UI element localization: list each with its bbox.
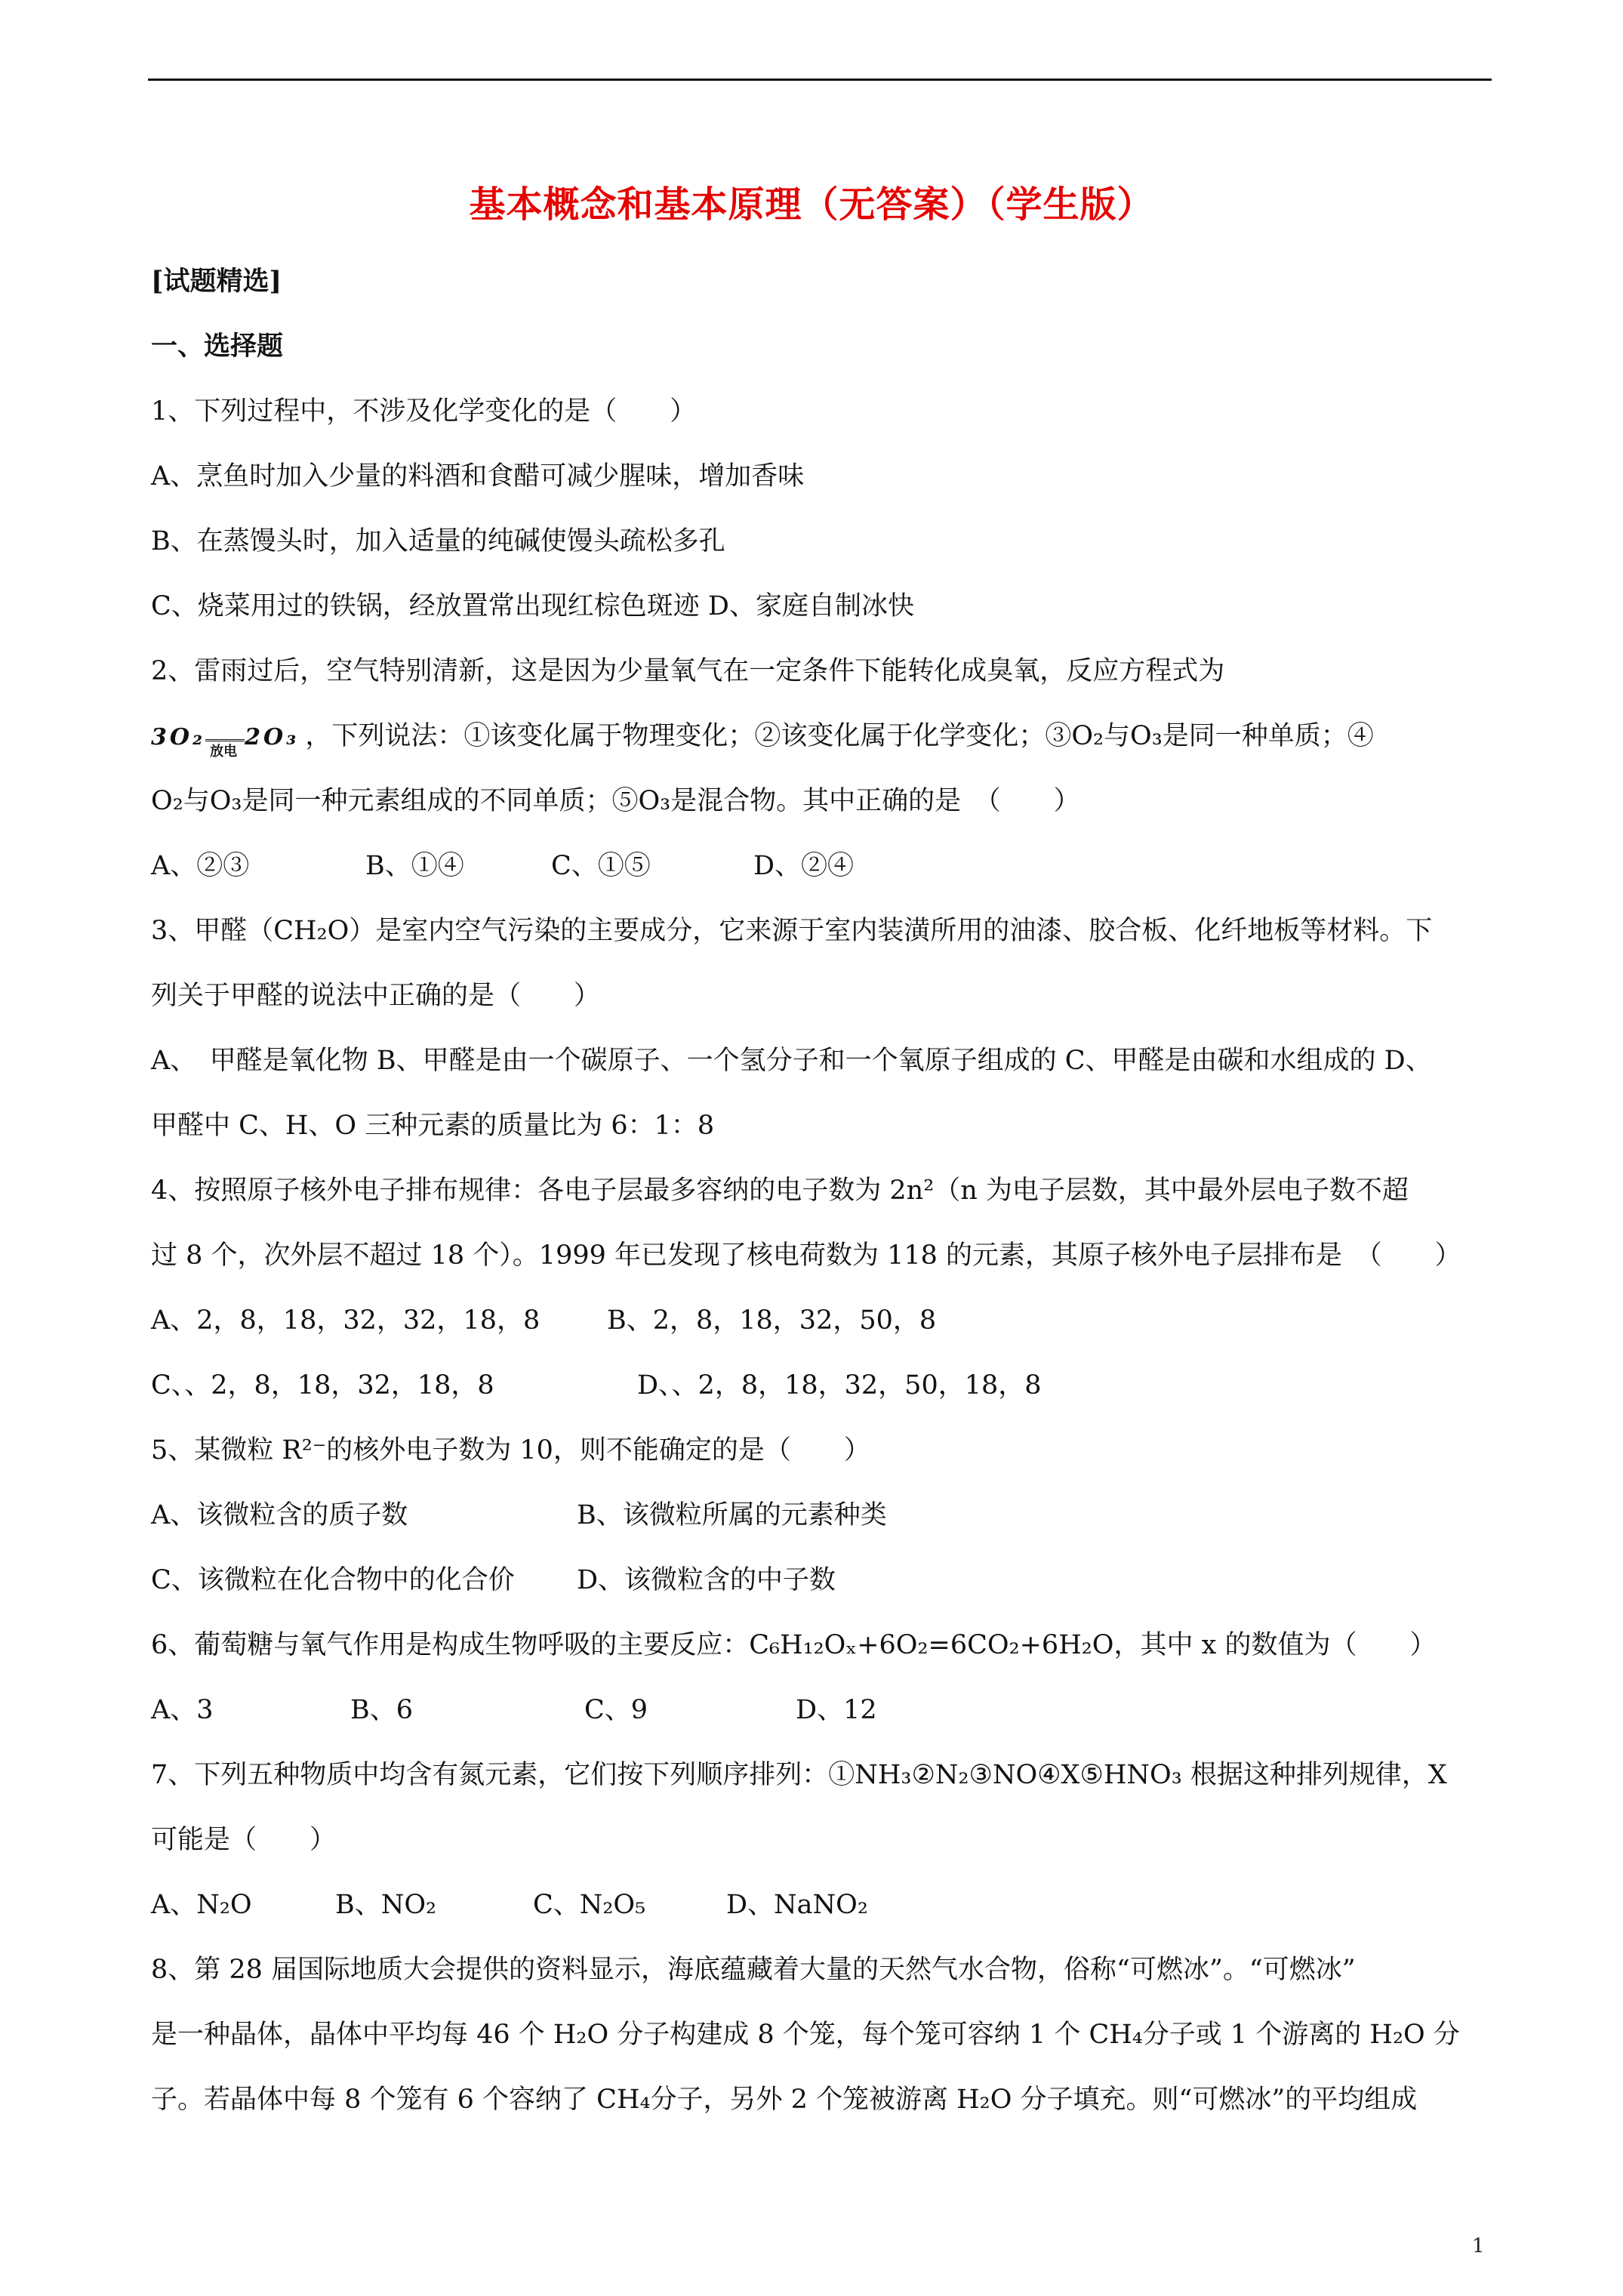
page-title: 基本概念和基本原理（无答案）（学生版）	[469, 183, 1154, 226]
section-heading: 一、选择题	[151, 331, 284, 362]
question-4-stem: 4、按照原子核外电子排布规律：各电子层最多容纳的电子数为 2n²（n 为电子层数，其中最外层电子数不超	[151, 1176, 1409, 1206]
section-label: [试题精选]	[151, 266, 282, 297]
question-6-options: A、3 B、6 C、9 D、12	[151, 1695, 877, 1725]
question-8-stem-cont2: 子。若晶体中每 8 个笼有 6 个容纳了 CH₄分子，另外 2 个笼被游离 H₂O 分子填充。则“可燃冰”的平均组成	[151, 2085, 1418, 2115]
question-8-stem-cont: 是一种晶体，晶体中平均每 46 个 H₂O 分子构建成 8 个笼，每个笼可容纳 1 个 CH₄分子或 1 个游离的 H₂O 分	[151, 2020, 1460, 2050]
question-6-stem: 6、葡萄糖与氧气作用是构成生物呼吸的主要反应：C₆H₁₂Oₓ+6O₂=6CO₂+6H₂O，其中 x 的数值为（ ）	[151, 1630, 1437, 1660]
reaction-equation: 3O₂ 放电 2O₃	[151, 724, 300, 760]
question-7-options: A、N₂O B、NO₂ C、N₂O₅ D、NaNO₂	[151, 1890, 868, 1920]
question-4-options-ab: A、2，8，18，32，32，18，8 B、2，8，18，32，50，8	[151, 1305, 937, 1336]
question-1-option-a: A、烹鱼时加入少量的料酒和食醋可减少腥味，增加香味	[151, 461, 805, 492]
question-7-stem: 7、下列五种物质中均含有氮元素，它们按下列顺序排列：①NH₃②N₂③NO④X⑤HNO₃ 根据这种排列规律，X	[151, 1760, 1447, 1790]
question-1-option-cd: C、烧菜用过的铁锅，经放置常出现红棕色斑迹 D、家庭自制冰快	[151, 591, 914, 621]
question-5-options-cd: C、该微粒在化合物中的化合价 D、该微粒含的中子数	[151, 1565, 836, 1595]
question-2-equation-line: 3O₂ 放电 2O₃ ，下列说法：①该变化属于物理变化；②该变化属于化学变化；③O₂与O₃是同一种单质；④	[151, 721, 1374, 760]
question-1-stem: 1、下列过程中，不涉及化学变化的是（ ）	[151, 396, 697, 427]
question-2-stem: 2、雷雨过后，空气特别清新，这是因为少量氧气在一定条件下能转化成臭氧，反应方程式为	[151, 656, 1225, 686]
question-3-options: A、 甲醛是氧化物 B、甲醛是由一个碳原子、一个氢分子和一个氧原子组成的 C、甲醛是由碳和水组成的 D、	[151, 1046, 1432, 1076]
page-number: 1	[1472, 2235, 1485, 2257]
question-1-option-b: B、在蒸馒头时，加入适量的纯碱使馒头疏松多孔	[151, 526, 725, 556]
question-7-stem-cont: 可能是（ ）	[151, 1825, 337, 1855]
question-3-options-cont: 甲醛中 C、H、O 三种元素的质量比为 6：1：8	[151, 1111, 715, 1141]
header-rule	[148, 79, 1492, 81]
question-3-stem-cont: 列关于甲醛的说法中正确的是（ ）	[151, 981, 601, 1011]
question-4-options-cd: C、、2，8，18，32，18，8 D、、2，8，18，32，50，18，8	[151, 1370, 1042, 1401]
question-5-options-ab: A、该微粒含的质子数 B、该微粒所属的元素种类	[151, 1500, 887, 1530]
question-8-stem: 8、第 28 届国际地质大会提供的资料显示，海底蕴藏着大量的天然气水合物，俗称“可燃冰”。“可燃冰”	[151, 1955, 1356, 1985]
equation-arrow: 放电	[205, 739, 245, 741]
question-5-stem: 5、某微粒 R²⁻的核外电子数为 10，则不能确定的是（ ）	[151, 1435, 870, 1465]
question-2-stem-cont: O₂与O₃是同一种元素组成的不同单质；⑤O₃是混合物。其中正确的是 （ ）	[151, 786, 1080, 816]
document-body	[151, 249, 1495, 2132]
question-3-stem: 3、甲醛（CH₂O）是室内空气污染的主要成分，它来源于室内装潢所用的油漆、胶合板、化纤地板等材料。下	[151, 916, 1433, 946]
question-2-options: A、②③ B、①④ C、①⑤ D、②④	[151, 851, 855, 881]
question-4-stem-cont: 过 8 个，次外层不超过 18 个）。1999 年已发现了核电荷数为 118 的元素，其原子核外电子层排布是 （ ）	[151, 1240, 1461, 1271]
